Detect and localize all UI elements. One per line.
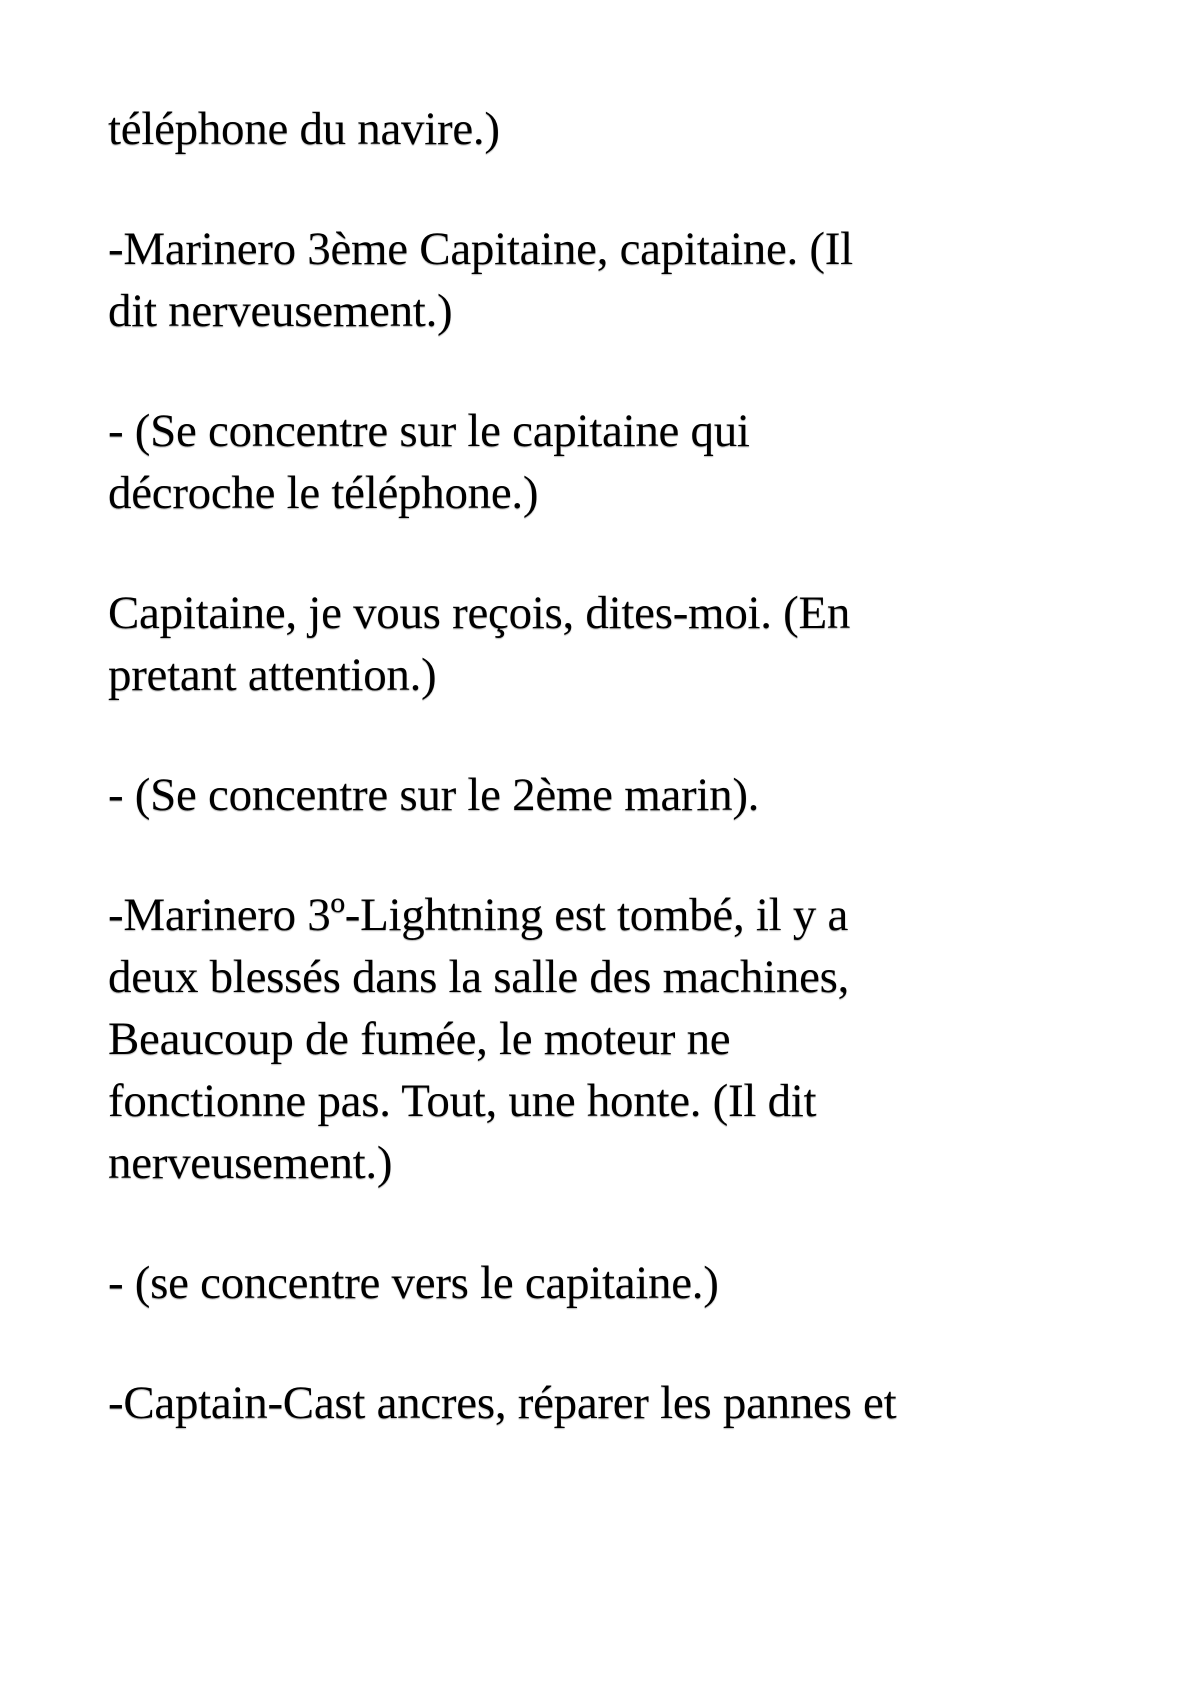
text-line: Beaucoup de fumée, le moteur ne xyxy=(108,1013,731,1065)
text-line: - (Se concentre sur le 2ème marin). xyxy=(108,769,760,821)
text-line: fonctionne pas. Tout, une honte. (Il dit xyxy=(108,1075,817,1127)
text-line: décroche le téléphone.) xyxy=(108,467,539,519)
paragraph xyxy=(108,582,1090,706)
text-line: pretant attention.) xyxy=(108,649,437,701)
paragraph xyxy=(108,764,1090,826)
paragraph xyxy=(108,1252,1090,1314)
text-line: -Captain-Cast ancres, réparer les pannes et xyxy=(108,1377,897,1429)
text-line: dit nerveusement.) xyxy=(108,285,453,337)
text-line: -Marinero 3ème Capitaine, capitaine. (Il xyxy=(108,223,853,275)
paragraph xyxy=(108,884,1090,1194)
paragraph xyxy=(108,400,1090,524)
paragraph xyxy=(108,218,1090,342)
text-line: deux blessés dans la salle des machines, xyxy=(108,951,850,1003)
text-line: -Marinero 3º-Lightning est tombé, il y a xyxy=(108,889,849,941)
text-line: téléphone du navire.) xyxy=(108,103,500,155)
text-line: - (Se concentre sur le capitaine qui xyxy=(108,405,750,457)
text-line: - (se concentre vers le capitaine.) xyxy=(108,1257,719,1309)
paragraph xyxy=(108,1372,1090,1434)
document-text-block xyxy=(108,98,1090,1434)
text-line: nerveusement.) xyxy=(108,1137,393,1189)
paragraph xyxy=(108,98,1090,160)
text-line: Capitaine, je vous reçois, dites-moi. (En xyxy=(108,587,851,639)
